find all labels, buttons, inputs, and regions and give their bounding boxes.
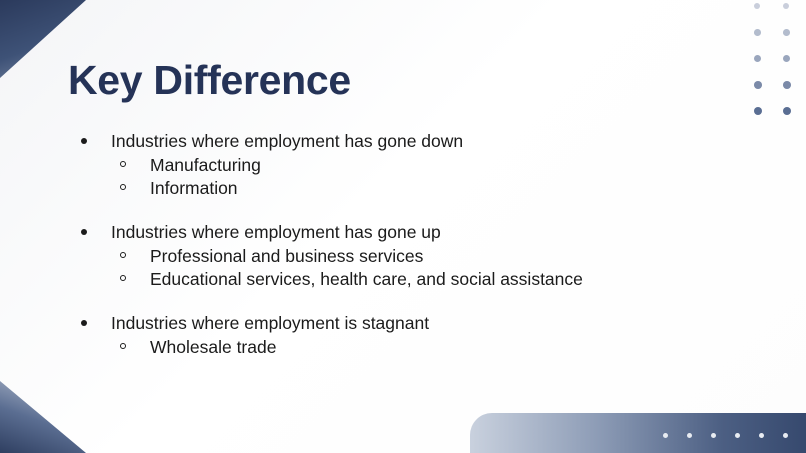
bullet-circle-icon (120, 161, 126, 167)
decor-dot-icon (754, 3, 760, 9)
bullet-level2 (68, 336, 746, 358)
bullet-level2-text: Educational services, health care, and social assistance (150, 269, 583, 289)
bullet-level2 (68, 177, 746, 199)
bullet-level1 (68, 221, 746, 243)
bullet-level2-text: Information (150, 178, 238, 198)
top-right-dot-grid (754, 0, 802, 126)
decor-dot-icon (783, 81, 791, 89)
slide-body (68, 130, 746, 358)
bullet-level2-text: Manufacturing (150, 155, 261, 175)
bullet-level2-text: Professional and business services (150, 246, 424, 266)
bullet-disc-icon (81, 320, 87, 326)
decor-dot-icon (783, 107, 791, 115)
decor-dot-icon (754, 107, 762, 115)
slide-title: Key Difference (68, 57, 351, 103)
bar-dot-icon (663, 433, 668, 438)
bullet-group (68, 312, 746, 358)
bar-dot-icon (687, 433, 692, 438)
bullet-level2 (68, 245, 746, 267)
bar-dot-icon (783, 433, 788, 438)
bar-dot-icon (711, 433, 716, 438)
bullet-level2-text: Wholesale trade (150, 337, 277, 357)
bullet-level1 (68, 312, 746, 334)
bottom-bar-dot-row (663, 433, 788, 438)
bullet-level2 (68, 268, 746, 290)
bullet-level1-text: Industries where employment has gone up (111, 222, 441, 242)
bullet-group (68, 221, 746, 290)
decor-dot-icon (783, 29, 790, 36)
decor-dot-icon (754, 55, 761, 62)
bullet-disc-icon (81, 229, 87, 235)
decor-dot-icon (754, 29, 761, 36)
bullet-level1 (68, 130, 746, 152)
bullet-level1-text: Industries where employment has gone down (111, 131, 464, 151)
bottom-left-accent-triangle (0, 381, 86, 453)
bullet-circle-icon (120, 252, 126, 258)
bullet-circle-icon (120, 343, 126, 349)
bullet-group (68, 130, 746, 199)
bullet-circle-icon (120, 275, 126, 281)
bullet-circle-icon (120, 184, 126, 190)
bar-dot-icon (735, 433, 740, 438)
bullet-level1-text: Industries where employment is stagnant (111, 313, 430, 333)
bullet-disc-icon (81, 138, 87, 144)
bar-dot-icon (759, 433, 764, 438)
decor-dot-icon (783, 3, 789, 9)
decor-dot-icon (754, 81, 762, 89)
bullet-level2 (68, 154, 746, 176)
bottom-right-accent-bar (470, 413, 806, 453)
decor-dot-icon (783, 55, 790, 62)
